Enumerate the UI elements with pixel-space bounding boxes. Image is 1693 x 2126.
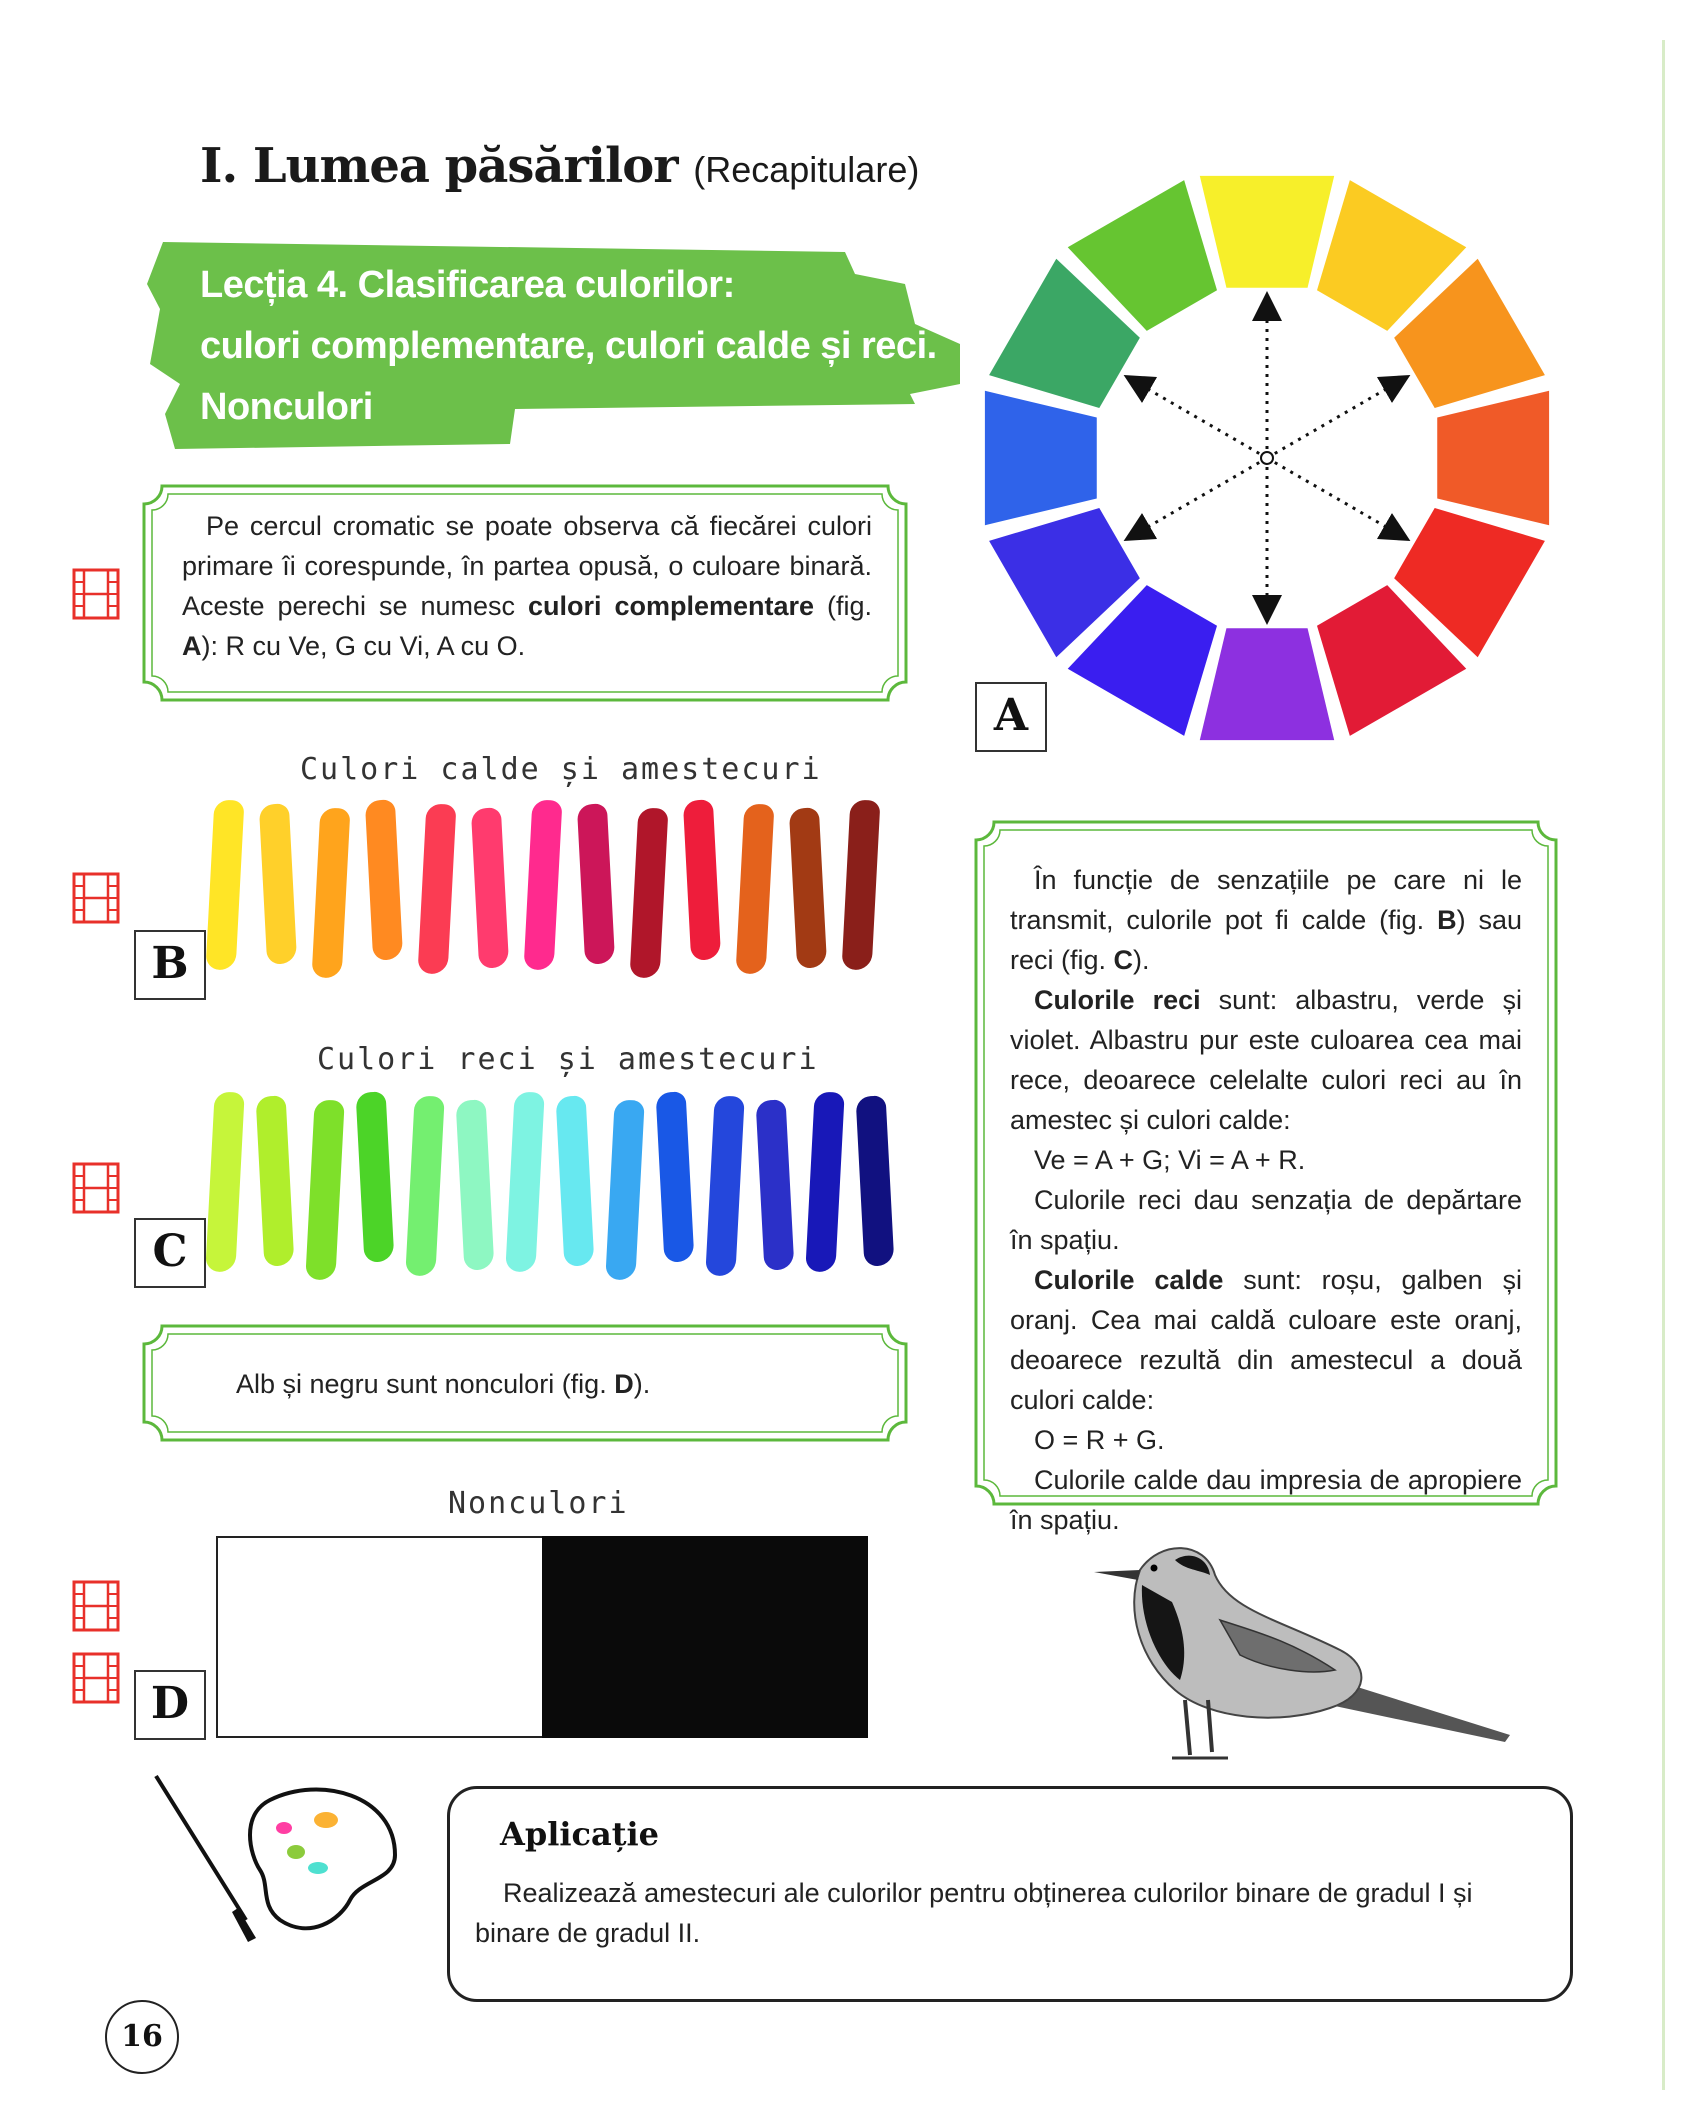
wheel-segment xyxy=(1437,391,1549,525)
page-number: 16 xyxy=(105,2000,179,2074)
paintbrush-icon xyxy=(156,1776,246,1920)
figure-label-a: A xyxy=(975,682,1047,752)
paint-stroke xyxy=(305,1099,344,1280)
lesson-heading: Lecția 4. Clasificarea culorilor: culori complementare, culori calde și reci. Nonculori xyxy=(200,264,937,428)
warm-cool-box xyxy=(972,818,1560,1535)
page-title: I. Lumea păsărilor (Recapitulare) xyxy=(200,138,920,194)
paint-stroke xyxy=(736,803,775,974)
paint-stroke xyxy=(405,1095,444,1276)
complementary-colors-box xyxy=(140,482,910,704)
film-icon[interactable] xyxy=(72,1580,120,1632)
paint-stroke xyxy=(556,1095,595,1266)
complementary-text: Pe cercul cromatic se poate observa că fiecărei culori primare îi corespunde, în partea opusă, o culoare binară. Aceste perechi se numesc culori complementare (fig. A): R cu Ve, G cu Vi, A cu O. xyxy=(182,511,872,661)
cool-color-strokes xyxy=(210,1092,900,1292)
paint-stroke xyxy=(312,807,351,978)
noncolors-box xyxy=(140,1322,910,1444)
paint-stroke xyxy=(705,1095,744,1276)
paint-stroke xyxy=(524,799,563,970)
noncolors-text: Alb și negru sunt nonculori (fig. D). xyxy=(236,1369,651,1399)
film-icon[interactable] xyxy=(72,568,120,620)
paint-stroke xyxy=(856,1095,895,1266)
paint-stroke xyxy=(789,807,827,968)
paint-stroke xyxy=(205,1091,244,1272)
paint-stroke xyxy=(256,1095,295,1266)
cool-colors-heading: Culori reci și amestecuri xyxy=(317,1042,819,1077)
paint-stroke xyxy=(683,799,721,960)
figure-label-b: B xyxy=(134,930,206,1000)
paint-stroke xyxy=(365,799,403,960)
film-icon[interactable] xyxy=(72,1652,120,1704)
paint-stroke xyxy=(471,807,509,968)
paint-stroke xyxy=(656,1091,695,1262)
noncolors-heading: Nonculori xyxy=(448,1486,629,1521)
application-title: Aplicație xyxy=(500,1815,660,1853)
paint-stroke xyxy=(805,1091,844,1272)
warm-cool-text: În funcție de senzațiile pe care ni le transmit, culorile pot fi calde (fig. B) sau reci (fig. C). Culorile reci sunt: albastru, verde și violet. Albastru pur este culoarea cea mai rece, deoarece celelalte culori reci au în amestec și culori calde: Ve = A + G; Vi = A + R. Culorile reci dau senzația de depărtare în spațiu. Culorile calde sunt: roșu, galben și oranj. Cea mai caldă culoare este oranj, deoarece rezultă din amestecul a două culori calde: O = R + G. Culorile calde dau impresia de apropiere în spațiu. xyxy=(1010,865,1522,1535)
color-wheel xyxy=(970,168,1570,768)
margin-line xyxy=(1662,40,1665,2090)
film-icon[interactable] xyxy=(72,872,120,924)
figure-label-c: C xyxy=(134,1218,206,1288)
film-icon[interactable] xyxy=(72,1162,120,1214)
warm-colors-heading: Culori calde și amestecuri xyxy=(300,752,822,787)
wheel-segment xyxy=(985,391,1097,525)
paint-stroke xyxy=(505,1091,544,1272)
figure-label-d: D xyxy=(134,1670,206,1740)
application-text: Realizează amestecuri ale culorilor pentru obținerea culorilor binare de gradul I și binare de gradul II. xyxy=(475,1878,1473,1948)
paint-stroke xyxy=(577,803,615,964)
bird-illustration xyxy=(1080,1530,1520,1800)
paint-stroke xyxy=(605,1099,644,1280)
paint-stroke xyxy=(356,1091,395,1262)
black-swatch xyxy=(542,1536,868,1738)
paint-stroke xyxy=(259,803,297,964)
warm-color-strokes xyxy=(210,800,900,980)
paint-stroke xyxy=(630,807,669,978)
paint-stroke xyxy=(206,799,245,970)
wheel-segment xyxy=(1200,628,1334,740)
palette-icon xyxy=(150,1770,410,1950)
wheel-segment xyxy=(1200,176,1334,288)
paint-stroke xyxy=(456,1099,495,1270)
paint-stroke xyxy=(418,803,457,974)
paint-stroke xyxy=(842,799,881,970)
paint-stroke xyxy=(756,1099,795,1270)
white-swatch xyxy=(216,1536,544,1738)
